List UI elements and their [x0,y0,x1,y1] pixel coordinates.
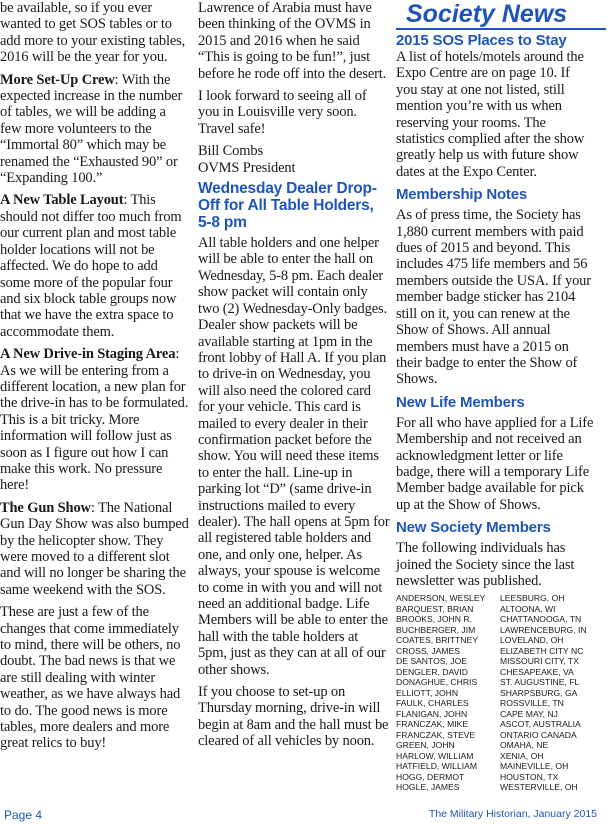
member-location: ST. AUGUSTINE, FL [500,677,580,688]
member-name: BARQUEST, BRIAN [396,603,474,614]
look-forward-paragraph: I look forward to seeing all of you in Louisville very soon. Travel safe! [198,88,367,137]
member-location: MISSOURI CITY, TX [500,656,579,667]
member-name: FLANIGAN, JOHN [396,708,468,719]
member-name: FRANCZAK, MIKE [396,719,469,730]
member-location: XENIA, OH [500,750,544,761]
member-location: LEESBURG, OH [500,593,565,604]
member-location: ASCOT, AUSTRALIA [500,719,581,730]
member-location: MAINEVILLE, OH [500,761,569,772]
member-location: SHARPSBURG, GA [500,687,578,698]
column-2 [198,0,390,750]
thursday-paragraph: If you choose to set-up on Thursday morning, drive-in will begin at 8am and the hall must be cleared of all vehicles by noon. [198,684,389,750]
setup-crew-paragraph [0,72,190,187]
masthead-rule [396,28,606,30]
member-location: WESTERVILLE, OH [500,782,578,793]
wednesday-paragraph: All table holders and one helper will be able to enter the hall on Wednesday, 5-8 pm. Each dealer show packet will contain only two (2) Wednesday-Only badges. Dealer show packets will be available starting at 1pm in the front lobby of Hall A. If you plan to drive-in on Wednesday, you will also need the colored card for your vehicle. This card is mailed to every dealer in their confirmation packet before the show. You will need these items to enter the hall. Line-up in parking lot “D” (same drive-in instructions mailed to every dealer). The hall opens at 5pm for all registered table holders and one, and only one, helper. As always, your spouse is welcome to come in with you and will not need an additional badge. Life Members will be able to enter the hall with the table holders at 5pm, just as they can at all of our other shows. [198,235,390,678]
wednesday-heading: Wednesday Dealer Drop-Off for All Table Holders, 5-8 pm [198,180,377,232]
member-name: HOGLE, JAMES [396,782,460,793]
member-name: HOGG, DERMOT [396,771,465,782]
member-location: LOVELAND, OH [500,635,564,646]
member-location: LAWRENCEBURG, IN [500,624,587,635]
column-3 [396,32,594,793]
closing-paragraph: These are just a few of the changes that come immediately to mind, there will be others, no doubt. The bad news is that we are still dealing with winter weather, as we have always had to do. The good news is more tables, more dealers and more great relics to buy! [0,604,181,752]
member-name: BROOKS, JOHN R. [396,614,472,625]
member-location: OMAHA, NE [500,740,549,751]
drive-in-body: : As we will be entering from a different location, a new plan for the drive-in has to be formulated. This is a bit tricky. More information will follow just as soon as I figure out how I can make this work. No pressure here! [0,346,189,494]
signature-title: OVMS President [198,159,296,176]
signature-name: Bill Combs [198,143,263,160]
member-name: FAULK, CHARLES [396,698,469,709]
page-number: Page 4 [4,808,43,822]
member-name: ELLIOTT, JOHN [396,687,459,698]
places-paragraph: A list of hotels/motels around the Expo Centre are on page 10. If you stay at one not listed, still mention you’re with us when reserving your rooms. The statistics complied after the show greatly help us with future show dates at the Expo Center. [396,49,585,180]
new-members-heading: New Society Members [396,519,551,537]
member-location: HOUSTON, TX [500,771,559,782]
places-heading: 2015 SOS Places to Stay [396,32,567,49]
member-location: ELIZABETH CITY NC [500,645,584,656]
column-1 [0,0,190,752]
member-name: FRANCZAK, STEVE [396,729,476,740]
lawrence-paragraph: Lawrence of Arabia must have been thinking of the OVMS in 2015 and 2016 when he said “This is going to be fun!”, just before he rode off into the desert. [198,0,387,82]
masthead-title: Society News [406,0,568,28]
member-name: CROSS, JAMES [396,645,460,656]
new-members-paragraph: The following individuals has joined the Society since the last newsletter was published. [396,540,575,589]
drive-in-paragraph [0,346,190,494]
publication-line: The Military Historian, January 2015 [428,808,597,820]
member-name: BUCHBERGER, JIM [396,624,476,635]
intro-paragraph: be available, so if you ever wanted to get SOS tables or to add more to your existing tables, 2016 will be the year for you. [0,0,186,66]
table-layout-lead: A New Table Layout [0,192,124,209]
member-location: ONTARIO CANADA [500,729,577,740]
member-location: CAPE MAY, NJ [500,708,558,719]
table-layout-body: : This should not differ too much from our current plan and most table holder locations will not be affected. We do hope to add some more of the popular four and six block table groups now that we have the extra space to accommodate them. [0,192,182,340]
setup-crew-lead: More Set-Up Crew [0,71,115,88]
drive-in-lead: A New Drive-in Staging Area [0,346,176,363]
member-name: DONAGHUE, CHRIS [396,677,478,688]
member-name: HATFIELD, WILLIAM [396,761,478,772]
member-location: ALTOONA, WI [500,603,556,614]
membership-heading: Membership Notes [396,186,527,204]
signature [198,143,390,176]
gun-show-paragraph [0,500,190,598]
member-name: DENGLER, DAVID [396,666,468,677]
gun-show-body: : The National Gun Day Show was also bumped by the helicopter show. They were moved to a different slot and will no longer be sharing the same weekend with the SOS. [0,499,189,598]
member-name: COATES, BRITTNEY [396,635,478,646]
member-name: DE SANTOS, JOE [396,656,467,667]
gun-show-lead: The Gun Show [0,499,91,516]
table-layout-paragraph [0,192,190,340]
member-location: CHESAPEAKE, VA [500,666,574,677]
member-location: ROSSVILLE, TN [500,698,564,709]
setup-crew-body: : With the expected increase in the number of tables, we will be adding a few more volunteers to the “Immortal 80” which may be renamed the “Exhausted 90” or “Expanding 100.” [0,71,183,187]
member-name: ANDERSON, WESLEY [396,593,486,604]
member-location: CHATTANOOGA, TN [500,614,582,625]
life-members-paragraph: For all who have applied for a Life Membership and not received an acknowledgment letter or life badge, there will a temporary Life Member badge available for pick up at the Show of Shows. [396,414,594,513]
membership-paragraph: As of press time, the Society has 1,880 current members with paid dues of 2015 and beyond. This includes 475 life members and 56 members outside the USA. If your member badge sticker has 2104 still on it, you can renew at the Show of Shows. All annual members must have a 2015 on their badge to enter the Show of Shows. [396,207,591,388]
member-name: HARLOW, WILLIAM [396,750,474,761]
new-members-list [396,593,594,793]
life-members-heading: New Life Members [396,393,525,411]
member-name: GREEN, JOHN [396,740,455,751]
